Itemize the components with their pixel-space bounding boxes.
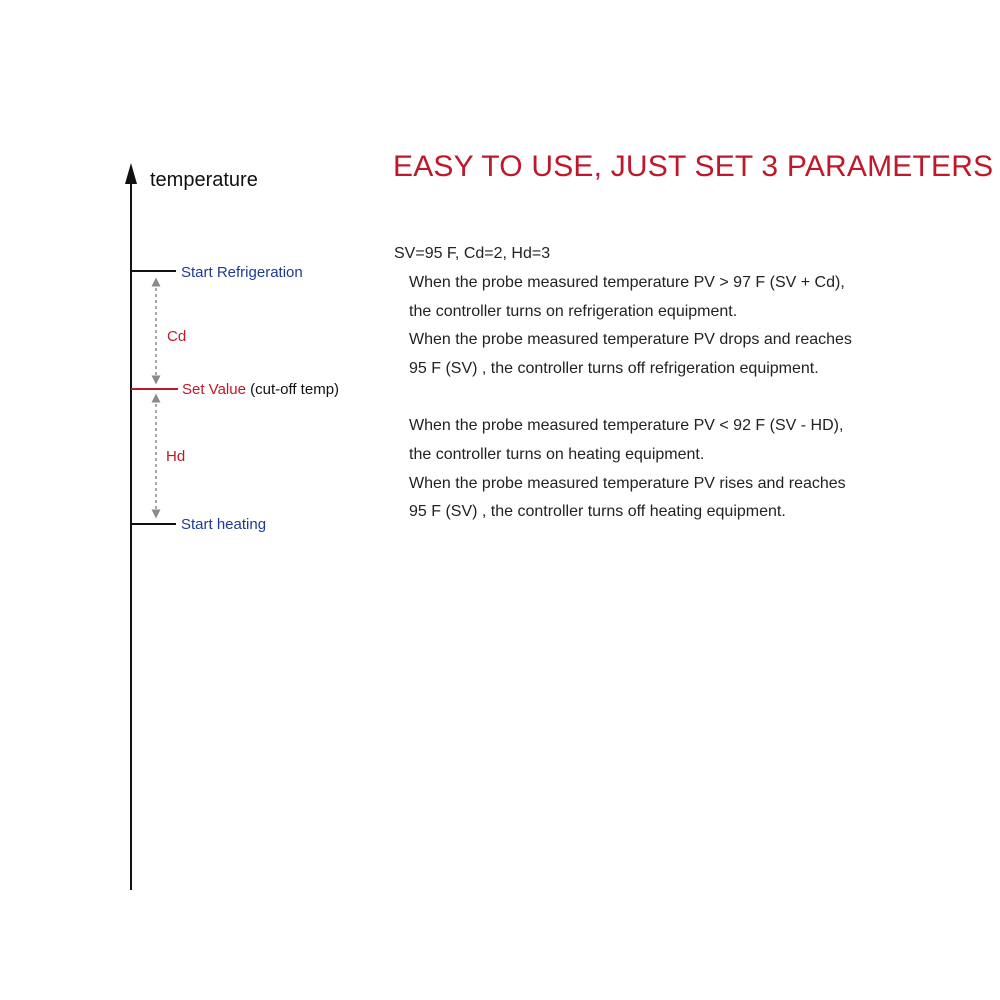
- hd-interval-label: Hd: [166, 448, 186, 465]
- temperature-axis-label: temperature: [150, 169, 258, 191]
- set-value-label: Set Value: [182, 381, 246, 398]
- explanation-line: When the probe measured temperature PV < 92 F (SV - HD),: [409, 417, 844, 434]
- axis-arrowhead-icon: [125, 163, 137, 184]
- start-heating-label: Start heating: [181, 516, 267, 533]
- explanation-line: When the probe measured temperature PV drops and reaches: [409, 331, 852, 348]
- explanation-line: the controller turns on heating equipment.: [409, 446, 705, 463]
- explanation-line: When the probe measured temperature PV > 97 F (SV + Cd),: [409, 274, 845, 291]
- parameters-line: SV=95 F, Cd=2, Hd=3: [394, 245, 551, 262]
- explanation-line: 95 F (SV) , the controller turns off heating equipment.: [409, 503, 786, 520]
- explanation-line: 95 F (SV) , the controller turns off refrigeration equipment.: [409, 360, 819, 377]
- set-value-label-group: [182, 382, 339, 397]
- set-value-note: (cut-off temp): [250, 381, 340, 398]
- explanation-line: the controller turns on refrigeration equipment.: [409, 303, 738, 320]
- headline: EASY TO USE, JUST SET 3 PARAMETERS: [393, 150, 994, 183]
- cd-interval-label: Cd: [167, 328, 187, 345]
- start-refrigeration-label: Start Refrigeration: [181, 264, 303, 281]
- explanation-line: When the probe measured temperature PV rises and reaches: [409, 475, 846, 492]
